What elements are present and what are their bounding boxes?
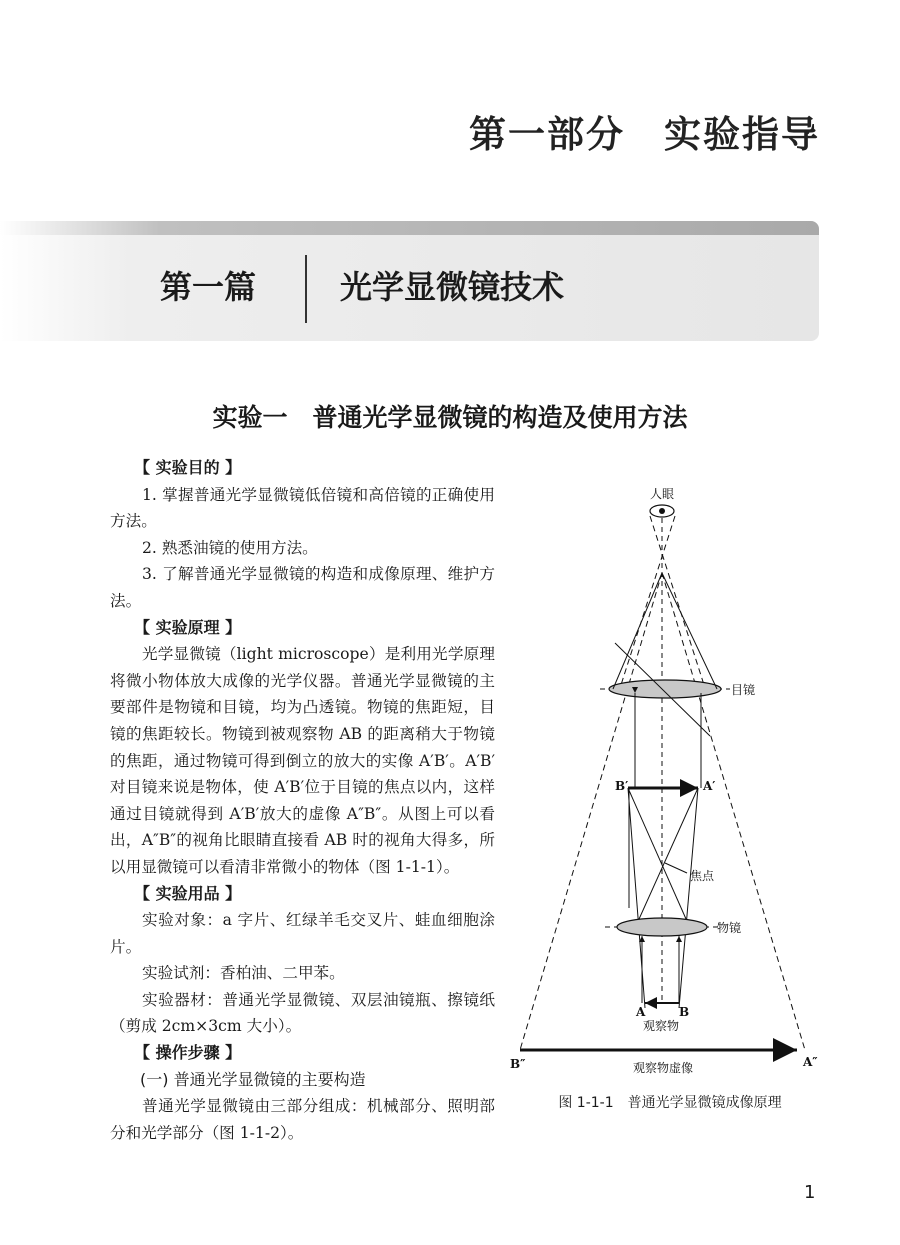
object-label: 观察物 (643, 1019, 680, 1033)
objective-label: 物镜 (717, 921, 742, 935)
virtual-image-label: 观察物虚像 (633, 1061, 694, 1075)
virtual-ray-left (520, 573, 662, 1050)
eyepiece-label: 目镜 (731, 683, 756, 697)
materials-item: 实验器材：普通光学显微镜、双层油镜瓶、擦镜纸（剪成 2cm×3cm 大小）。 (110, 990, 495, 1036)
section-heading-materials: 【 实验用品 】 (134, 883, 242, 903)
materials-item: 实验对象：a 字片、红绿羊毛交叉片、蛙血细胞涂片。 (110, 911, 495, 956)
body-text-column (110, 455, 495, 1146)
ray-eye-2 (662, 573, 717, 689)
figure-caption: 图 1-1-1 普通光学显微镜成像原理 (558, 1095, 782, 1111)
label-B2: B″ (510, 1057, 526, 1071)
objective-lens (617, 918, 707, 936)
materials-item: 实验试剂：香柏油、二甲苯。 (142, 964, 345, 983)
eye-pupil (659, 508, 665, 514)
label-A1: A′ (703, 779, 716, 793)
steps-subheading: (一) 普通光学显微镜的主要构造 (140, 1069, 366, 1089)
chapter-title: 光学显微镜技术 (340, 268, 565, 306)
eye-ray-right (620, 516, 675, 688)
eyepiece-lens (609, 680, 721, 698)
section-heading-purpose: 【 实验目的 】 (134, 458, 242, 477)
principle-paragraph: 光学显微镜（light microscope）是利用光学原理将微小物体放大成像的光学仪器。普通光学显微镜的主要部件是物镜和目镜，均为凸透镜。物镜的焦距短，目镜的焦距较长。物镜到被观察物 AB 的距离稍大于物镜的焦距，通过物镜可得到倒立的放大的实像 A′B′。A′B′对目镜来说是物体，使 A′B′位于目镜的焦点以内，这样通过目镜就得到 A′B′放大的虚像 A″B″。从图上可以看出，A″B″的视角比眼睛直接看 AB 时的视角大得多，所以用显微镜可以看清非常微小的物体（图 1-1-1）。 (110, 645, 495, 876)
page-number: 1 (804, 1182, 816, 1203)
part-title: 第一部分 实验指导 (469, 113, 820, 156)
purpose-item: 3. 了解普通光学显微镜的构造和成像原理、维护方法。 (110, 565, 495, 610)
eye-label: 人眼 (650, 487, 675, 501)
label-A2: A″ (803, 1055, 818, 1069)
section-heading-principle: 【 实验原理 】 (134, 617, 242, 637)
purpose-item: 2. 熟悉油镜的使用方法。 (142, 538, 318, 557)
microscope-optics-diagram (505, 478, 835, 1078)
eye-ray-left (650, 516, 705, 688)
steps-paragraph: 普通光学显微镜由三部分组成：机械部分、照明部分和光学部分（图 1-1-2）。 (110, 1097, 495, 1142)
chapter-banner-stripe (0, 221, 819, 235)
purpose-item: 1. 掌握普通光学显微镜低倍镜和高倍镜的正确使用方法。 (110, 485, 495, 531)
focus-label: 焦点 (690, 869, 715, 883)
ray-cross-4 (679, 788, 698, 1008)
ray-cross-2 (635, 788, 698, 928)
experiment-title: 实验一 普通光学显微镜的构造及使用方法 (212, 403, 688, 432)
label-B: B (679, 1005, 690, 1019)
label-B1: B′ (615, 779, 629, 793)
virtual-ray-right (662, 573, 805, 1050)
chapter-label: 第一篇 (160, 268, 257, 306)
chapter-divider (305, 255, 307, 323)
section-heading-steps: 【 操作步骤 】 (134, 1043, 242, 1063)
label-A: A (636, 1005, 646, 1019)
ray-eye-1 (613, 573, 662, 689)
focus-pointer (665, 863, 687, 873)
